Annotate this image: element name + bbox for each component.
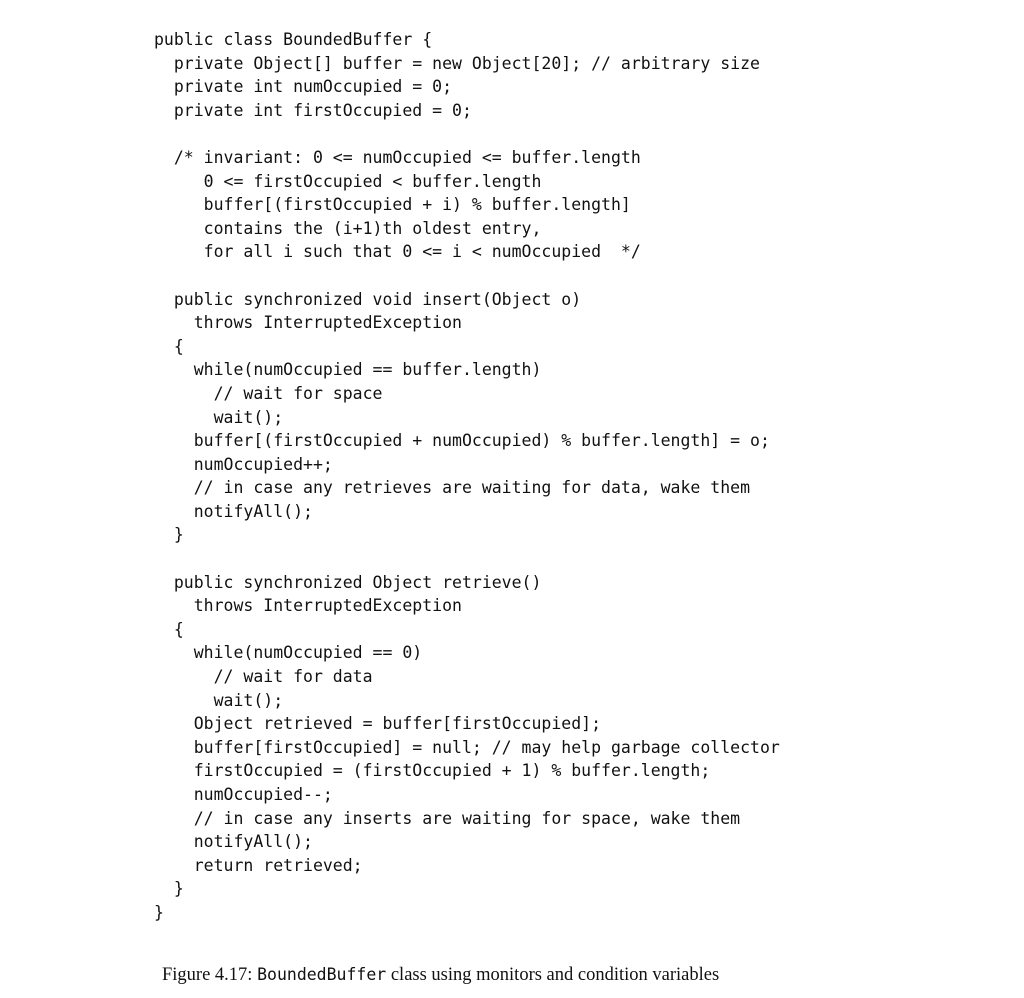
code-line: throws InterruptedException — [154, 596, 462, 616]
code-line: firstOccupied = (firstOccupied + 1) % buffer.length; — [154, 761, 711, 781]
code-line: while(numOccupied == buffer.length) — [154, 360, 542, 380]
caption-prefix: Figure 4.17: — [162, 965, 258, 985]
code-line: public synchronized void insert(Object o) — [154, 289, 582, 309]
code-line: notifyAll(); — [154, 501, 313, 521]
code-line: contains the (i+1)th oldest entry, — [154, 218, 542, 238]
caption-class-name: BoundedBuffer — [257, 965, 387, 984]
code-line: private int numOccupied = 0; — [154, 77, 453, 97]
code-line: { — [154, 619, 184, 639]
code-line: } — [154, 902, 164, 922]
figure-caption — [162, 962, 719, 988]
code-listing — [154, 28, 780, 925]
code-line: wait(); — [154, 690, 284, 710]
code-line: } — [154, 879, 184, 899]
code-line: } — [154, 525, 184, 545]
code-line: wait(); — [154, 407, 284, 427]
code-line: Object retrieved = buffer[firstOccupied]; — [154, 714, 602, 734]
code-line: public synchronized Object retrieve() — [154, 572, 542, 592]
code-line: while(numOccupied == 0) — [154, 643, 423, 663]
code-line: 0 <= firstOccupied < buffer.length — [154, 171, 542, 191]
code-line: // wait for space — [154, 383, 383, 403]
code-line: { — [154, 336, 184, 356]
code-line: numOccupied--; — [154, 785, 333, 804]
code-line: buffer[firstOccupied] = null; // may help garbage collector — [154, 737, 780, 757]
code-line — [154, 547, 780, 571]
code-line: for all i such that 0 <= i < numOccupied */ — [154, 242, 641, 262]
code-line: private Object[] buffer = new Object[20]; // arbitrary size — [154, 53, 760, 73]
caption-suffix: class using monitors and condition variables — [386, 965, 720, 985]
code-line: // in case any inserts are waiting for space, wake them — [154, 808, 741, 828]
code-line: // wait for data — [154, 667, 373, 687]
code-line: numOccupied++; — [154, 454, 333, 474]
code-line: /* invariant: 0 <= numOccupied <= buffer.length — [154, 147, 641, 167]
code-line: buffer[(firstOccupied + i) % buffer.length] — [154, 195, 631, 215]
code-line: throws InterruptedException — [154, 313, 462, 333]
code-line: notifyAll(); — [154, 832, 313, 852]
code-line: // in case any retrieves are waiting for data, wake them — [154, 478, 751, 498]
code-line: private int firstOccupied = 0; — [154, 100, 472, 120]
code-line — [154, 122, 780, 146]
code-line: public class BoundedBuffer { — [154, 30, 433, 49]
code-line: return retrieved; — [154, 855, 363, 875]
code-line — [154, 264, 780, 288]
code-line: buffer[(firstOccupied + numOccupied) % buffer.length] = o; — [154, 431, 770, 451]
